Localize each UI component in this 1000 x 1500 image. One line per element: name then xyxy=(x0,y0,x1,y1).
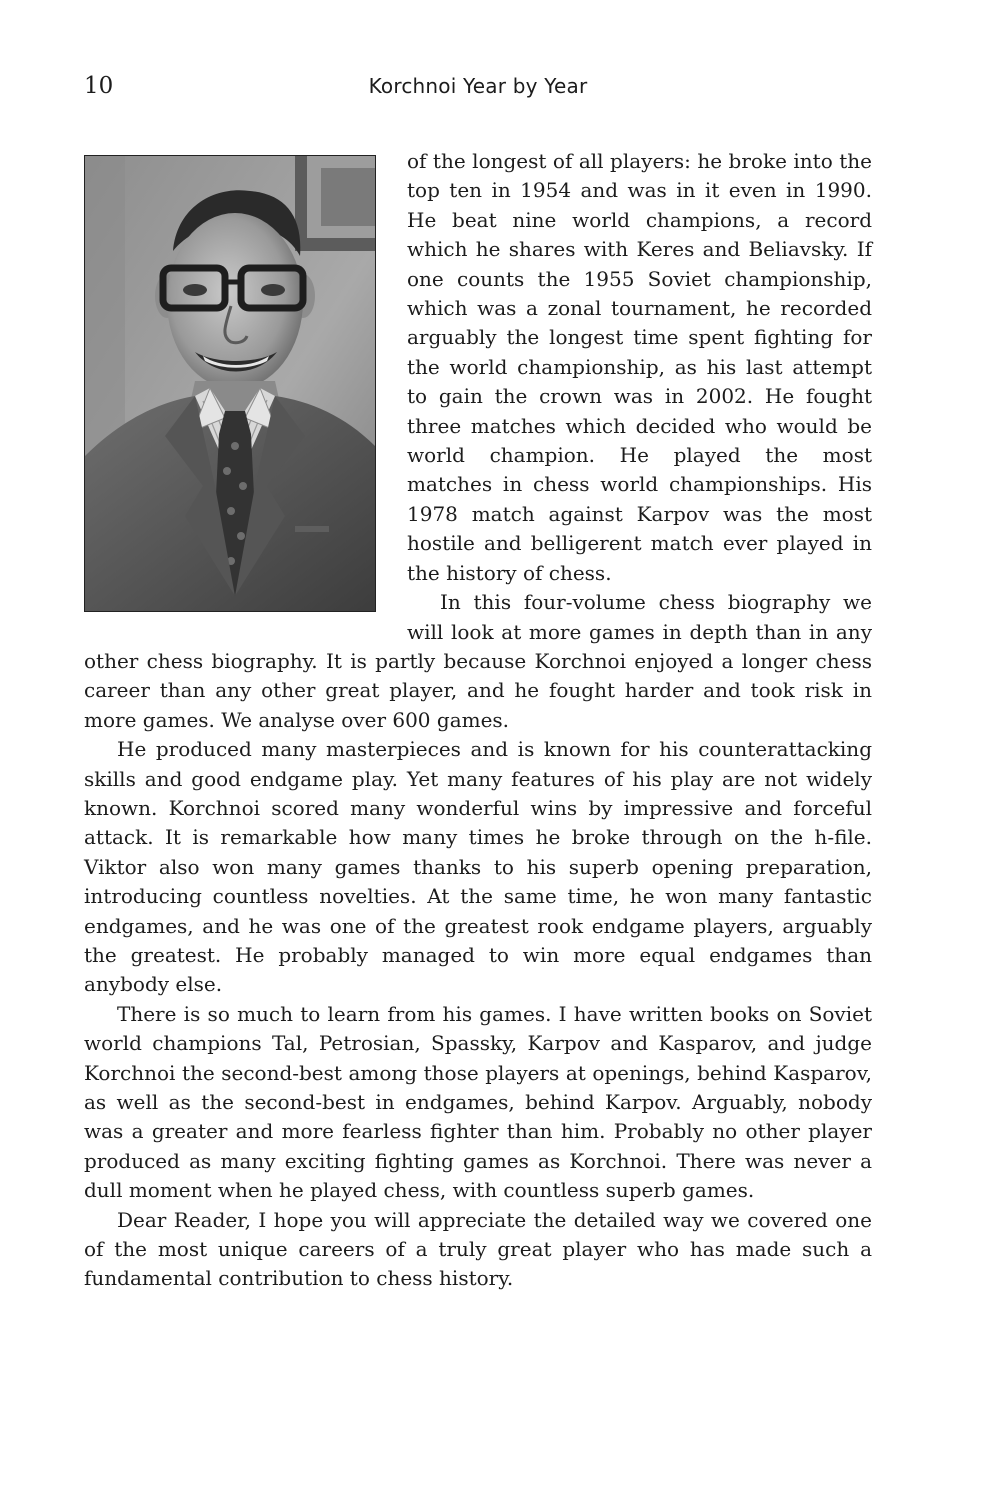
portrait-illustration xyxy=(85,156,375,611)
running-head-title: Korchnoi Year by Year xyxy=(368,74,588,98)
body-text xyxy=(84,147,872,1294)
portrait-photo xyxy=(84,155,376,612)
paragraph-5: Dear Reader, I hope you will appreciate the detailed way we covered one of the most unique careers of a truly great player who has made such a fundamental contribution to chess history. xyxy=(84,1207,872,1291)
paragraph-4: There is so much to learn from his games. I have written books on Soviet world champions Tal, Petrosian, Spassky, Karpov and Kasparov, and judge Korchnoi the second-best among those players at openings, behind Kasparov, as well as the second-best in endgames, behind Karpov. Arguably, nobody was a greater and more fearless fighter than him. Probably no other player produced as many exciting fighting games as Korchnoi. There was never a dull moment when he played chess, with countless superb games. xyxy=(84,1001,872,1203)
page-number: 10 xyxy=(84,73,114,99)
paragraph-2: In this four-volume chess biography we will look at more games in depth than in any other chess biography. It is partly because Korchnoi enjoyed a longer chess career than any other great player, and he fought harder and took risk in more games. We analyse over 600 games. xyxy=(84,590,872,732)
paragraph-3: He produced many masterpieces and is known for his counterattacking skills and good endgame play. Yet many features of his play are not widely known. Korchnoi scored many wonderful wins by impressive and forceful attack. It is remarkable how many times he broke through on the h-file. Viktor also won many games thanks to his superb opening preparation, introducing countless novelties. At the same time, he won many fantastic endgames, and he was one of the greatest rook endgame players, arguably the greatest. He probably managed to win more equal endgames than anybody else. xyxy=(84,737,872,997)
paragraph-1: of the longest of all players: he broke into the top ten in 1954 and was in it even in 1990. He beat nine world champions, a record which he shares with Keres and Beliavsky. If one counts the 1955 Soviet championship, which was a zonal tournament, he recorded arguably the longest time spent fighting for the world championship, as his last attempt to gain the crown was in 2002. He fought three matches which decided who would be world champion. He played the most matches in chess world championships. His 1978 match against Karpov was the most hostile and belligerent match ever played in the history of chess. xyxy=(407,149,872,585)
